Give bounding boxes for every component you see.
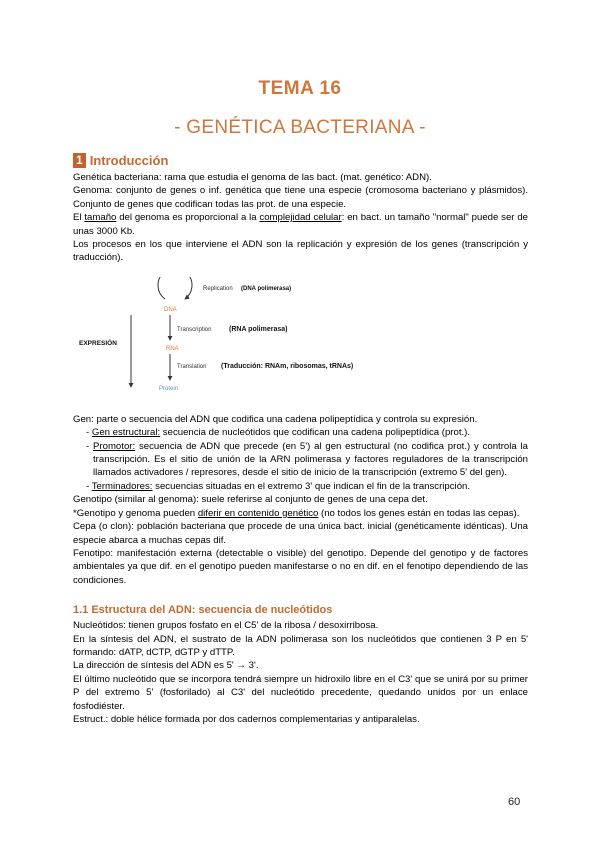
- replication-enzyme-label: (DNA polimerasa): [241, 285, 292, 292]
- underlined-term: complejidad celular: [259, 212, 342, 224]
- paragraph-genoma: Genoma: conjunto de genes o inf. genética que tiene una especie (cromosoma bacteriano y plásmidos). Conjunto de genes que codifican todas las prot. de una especie.: [73, 185, 528, 210]
- paragraph-cepa: Cepa (o clon): población bacteriana que procede de una única bact. inicial (genéticamente idénticas). Una especie abarca a muchas cepas dif.: [73, 521, 528, 546]
- section-heading-introduccion: [73, 152, 528, 169]
- replication-label: Replication: [203, 285, 233, 292]
- rna-label: RNA: [166, 345, 179, 352]
- subsection-heading: 1.1 Estructura del ADN: secuencia de nucleótidos: [73, 604, 333, 617]
- list-item: - Gen estructural: secuencia de nucleótidos que codifican una cadena polipeptídica (prot.).: [86, 427, 471, 439]
- page-title: TEMA 16: [258, 78, 342, 99]
- central-dogma-figure: [73, 277, 528, 407]
- transcription-enzyme-label: (RNA polimerasa): [229, 325, 288, 333]
- dna-label: DNA: [164, 306, 177, 313]
- paragraph-sintesis: En la síntesis del ADN, el sustrato de la ADN polimerasa son los nucleótidos que contienen 3 P en 5' formando: dATP, dCTP, dGTP y dTTP.: [73, 633, 528, 658]
- page-subtitle: - GENÉTICA BACTERIANA -: [174, 117, 426, 138]
- paragraph-estructura: Estruct.: doble hélice formada por dos cadernos complementarias y antiparalelas.: [73, 713, 420, 725]
- paragraph-genotipo: Genotipo (similar al genoma): suele referirse al conjunto de genes de una cepa det.: [73, 494, 428, 506]
- transcription-label: Transcription: [177, 326, 212, 333]
- underlined-term: diferir en contenido genético: [197, 507, 319, 519]
- protein-label: Protein: [159, 385, 179, 392]
- underlined-term: tamaño: [84, 212, 117, 224]
- paragraph-ultimo: El último nucleótido que se incorpora tendrá siempre un hidroxilo libre en el C3' que se unirá por su primer P del extremo 5' (fosforilado) al C3' del nucleótido precedente, quedando unidos por un enlace fosfodiéster.: [73, 673, 528, 712]
- paragraph-nucleotidos: Nucleótidos: tienen grupos fosfato en el C5' de la ribosa / desoxirribosa.: [73, 620, 379, 632]
- paragraph-genetica: Genética bacteriana: rama que estudia el genoma de las bact. (mat. genético: ADN).: [73, 172, 432, 183]
- expression-label: EXPRESIÓN: [79, 339, 117, 347]
- translation-label: Translation: [177, 363, 207, 370]
- paragraph-gen: Gen: parte o secuencia del ADN que codifica una cadena polipeptídica y controla su expresión.: [73, 413, 478, 425]
- paragraph-fenotipo: Fenotipo: manifestación externa (detectable o visible) del genotipo. Depende del genotipo y de factores ambientales ya que dif. en el genotipo pueden manifestarse o no en dif. en el fenotipo dependiendo de las condiciones.: [73, 547, 528, 586]
- central-dogma-diagram: [73, 277, 528, 407]
- translation-detail-label: (Traducción: RNAm, ribosomas, tRNAs): [221, 362, 354, 370]
- paragraph-tamano: El tamaño del genoma es proporcional a la complejidad celular: en bact. un tamaño "normal" puede ser de unas 3000 Kb.: [73, 212, 528, 237]
- paragraph-procesos: Los procesos en los que interviene el ADN son la replicación y expresión de los genes (transcripción y traducción).: [73, 239, 528, 264]
- list-item: - Promotor: secuencia de ADN que precede (en 5') al gen estructural (no codifica prot.) y controla la transcripción. Es el sitio de unión de la ARN polimerasa y factores reguladores de la transcripción llamados activadores / represores, desde el sitio de inicio de la transcripción (extremo 5' del gen).: [86, 440, 528, 479]
- page-number: 60: [508, 796, 521, 808]
- gen-bullet-list: [73, 426, 528, 493]
- section-heading-text: Introducción: [89, 153, 169, 168]
- replication-loop-arrow: [158, 277, 192, 299]
- section-number-badge: 1: [73, 153, 86, 168]
- paragraph-direccion: La dirección de síntesis del ADN es 5' → 3'.: [73, 660, 259, 672]
- paragraph-note: *Genotipo y genoma pueden diferir en contenido genético (no todos los genes están en todas las cepas).: [73, 507, 520, 519]
- list-item: - Terminadores: secuencias situadas en el extremo 3' que indican el fin de la transcripción.: [86, 480, 471, 492]
- main-content: [73, 152, 528, 726]
